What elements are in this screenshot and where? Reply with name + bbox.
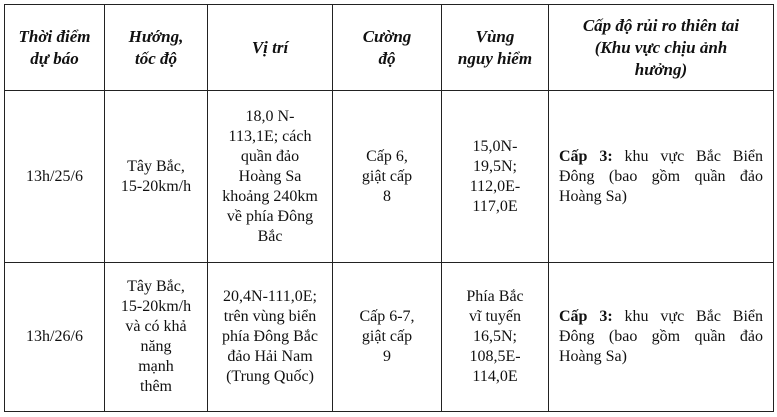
position-text: phía Đông Bắc — [222, 328, 318, 345]
intensity-text: 9 — [383, 348, 391, 365]
header-text: tốc độ — [134, 48, 178, 68]
forecast-table — [4, 4, 774, 412]
risk-level-label: Cấp 3: — [559, 308, 613, 325]
direction-text: và có khả — [125, 318, 187, 335]
direction-text: năng — [140, 338, 172, 355]
header-text: Vị trí — [251, 37, 289, 57]
header-position — [208, 5, 333, 91]
header-risk-level — [549, 5, 774, 91]
danger-zone-text: 15,0N- — [472, 137, 518, 155]
cell-intensity — [333, 263, 442, 412]
header-text: Cường — [362, 26, 412, 46]
time-text: 13h/26/6 — [26, 328, 83, 345]
cell-position — [208, 263, 333, 412]
cell-position — [208, 91, 333, 263]
position-text: Bắc — [257, 227, 283, 245]
position-text: về phía Đông — [226, 207, 314, 225]
risk-area-text: khu vực Bắc Biển Đông (bao gồm quần đảo Hoàng Sa) — [559, 308, 764, 365]
cell-intensity — [333, 91, 442, 263]
danger-zone-text: 16,5N; — [473, 328, 517, 345]
position-text: 20,4N-111,0E; — [223, 288, 317, 305]
danger-zone-text: Phía Bắc — [466, 288, 524, 305]
direction-text: 15-20km/h — [120, 298, 192, 315]
direction-text: Tây Bắc, — [127, 278, 185, 295]
risk-level-label: Cấp 3: — [559, 147, 613, 165]
danger-zone-text: 19,5N; — [473, 157, 517, 175]
header-text: Hướng, — [128, 26, 184, 46]
header-intensity — [333, 5, 442, 91]
header-text: Cấp độ rủi ro thiên tai — [582, 15, 740, 35]
intensity-text: giật cấp — [361, 328, 413, 345]
danger-zone-text: 108,5E- — [469, 348, 521, 365]
risk-area-text: khu vực Bắc Biển Đông (bao gồm quần đảo Hoàng Sa) — [559, 147, 764, 205]
position-text: đảo Hải Nam — [227, 348, 313, 365]
position-text: quần đảo — [240, 147, 300, 165]
header-forecast-time — [5, 5, 105, 91]
position-text: khoảng 240km — [222, 187, 318, 205]
position-text: Hoàng Sa — [238, 167, 302, 185]
position-text: trên vùng biển — [223, 308, 317, 325]
header-text: Thời điểm — [18, 26, 91, 46]
intensity-text: Cấp 6, — [366, 147, 408, 165]
cell-danger-zone — [442, 91, 549, 263]
position-text: 113,1E; cách — [228, 127, 312, 145]
direction-text: 15-20km/h — [120, 177, 192, 195]
cell-time — [5, 91, 105, 263]
cell-direction — [105, 263, 208, 412]
header-row — [5, 5, 774, 91]
header-text: nguy hiểm — [457, 48, 533, 68]
danger-zone-text: 112,0E- — [469, 177, 521, 195]
position-text: (Trung Quốc) — [226, 368, 314, 385]
danger-zone-text: vĩ tuyến — [469, 308, 521, 325]
cell-danger-zone — [442, 263, 549, 412]
danger-zone-text: 117,0E — [472, 197, 518, 215]
intensity-text: Cấp 6-7, — [359, 308, 415, 325]
header-text: dự báo — [30, 48, 79, 68]
position-text: 18,0 N- — [245, 107, 295, 125]
table-row — [5, 91, 774, 263]
intensity-text: giật cấp — [361, 167, 413, 185]
direction-text: mạnh — [138, 358, 174, 375]
cell-risk — [549, 91, 774, 263]
intensity-text: 8 — [383, 187, 391, 205]
cell-time — [5, 263, 105, 412]
cell-direction — [105, 91, 208, 263]
header-direction-speed — [105, 5, 208, 91]
time-text: 13h/25/6 — [26, 167, 83, 185]
header-danger-zone — [442, 5, 549, 91]
header-text: độ — [378, 48, 396, 68]
table-row — [5, 263, 774, 412]
cell-risk — [549, 263, 774, 412]
danger-zone-text: 114,0E — [472, 368, 518, 385]
direction-text: thêm — [140, 378, 172, 395]
header-text: (Khu vực chịu ảnh — [594, 37, 728, 57]
header-text: Vùng — [475, 26, 515, 46]
direction-text: Tây Bắc, — [127, 157, 185, 175]
header-text: hưởng) — [634, 59, 688, 79]
